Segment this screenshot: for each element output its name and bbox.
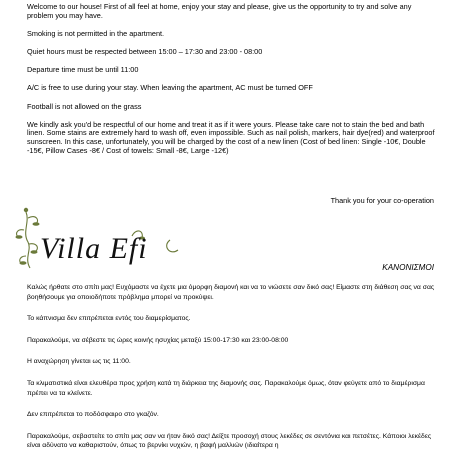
english-linen-care-rule: We kindly ask you'd be respectful of our home and treat it as if it were yours. Please take care not to stain the bed and bath linen. Some stains are extremely hard to wash off, even impossible. Such as nail polish, markers, hair dye(red) and waterproof sunscreen. In this case, unfortunately, you will be charged by the cost of a new linen (Cost of bed linen: Single -10€, Double -15€, Pillow Cases -8€ / Cost of towels: Small -8€, Large -12€) xyxy=(27,119,435,155)
greek-rules-title: ΚΑΝΟΝΙΣΜΟΙ xyxy=(382,263,434,272)
greek-rules xyxy=(27,283,437,451)
greek-welcome: Καλώς ήρθατε στο σπίτι μας! Ευχόμαστε να έχετε μια όμορφη διαμονή και να το νιώσετε σαν δικό σας! Είμαστε στη διάθεση σας να σας βοηθήσουμε για οποιοδήποτε πρόβλημα μπορεί να προκύψει. xyxy=(27,284,435,301)
english-quiet-hours-rule: Quiet hours must be respected between 15:00 – 17:30 and 23:00 - 08:00 xyxy=(27,46,263,56)
thanks-line: Thank you for your co-operation xyxy=(330,196,434,205)
greek-football-rule: Δεν επιτρέπεται το ποδόσφαιρο στο γκαζόν. xyxy=(27,411,159,419)
english-football-rule: Football is not allowed on the grass xyxy=(27,101,142,111)
villa-efi-logo: Villa Efi xyxy=(40,232,148,265)
greek-ac-rule: Τα κλιματιστικά είναι ελευθέρα προς χρήση κατά τη διάρκεια της διαμονής σας. Παρακαλούμε όμως, όταν φεύγετε από το διαμέρισμα πρέπει να τα κλείνετε. xyxy=(27,379,425,397)
english-welcome: Welcome to our house! First of all feel at home, enjoy your stay and please, give us the opportunity to try and solve any problem you may have. xyxy=(27,2,412,20)
english-smoking-rule: Smoking is not permitted in the apartment. xyxy=(27,28,165,38)
english-departure-rule: Departure time must be until 11:00 xyxy=(27,65,139,75)
english-rules xyxy=(27,3,435,165)
greek-smoking-rule: Το κάπνισμα δεν επιτρέπεται εντός του διαμερίσματος. xyxy=(27,315,191,323)
english-ac-rule: A/C is free to use during your stay. When leaving the apartment, AC must be turned OFF xyxy=(27,83,313,93)
greek-quiet-hours-rule: Παρακαλούμε, να σέβεστε τις ώρες κοινής ησυχίας μεταξύ 15:00-17:30 και 23:00-08:00 xyxy=(27,336,289,344)
greek-linen-care-rule: Παρακαλούμε, σεβαστείτε το σπίτι μας σαν να ήταν δικό σας! Δείξτε προσοχή στους λεκέδες σε σεντόνια και πετσέτες. Κάποιοι λεκέδες είναι αδύνατο να καθαριστούν, όπως το βερνίκι νυχιών, η βαφή μαλλιών (ιδιαίτερα η xyxy=(27,432,432,450)
greek-departure-rule: Η αναχώρηση γίνεται ως τις 11:00. xyxy=(27,358,131,366)
